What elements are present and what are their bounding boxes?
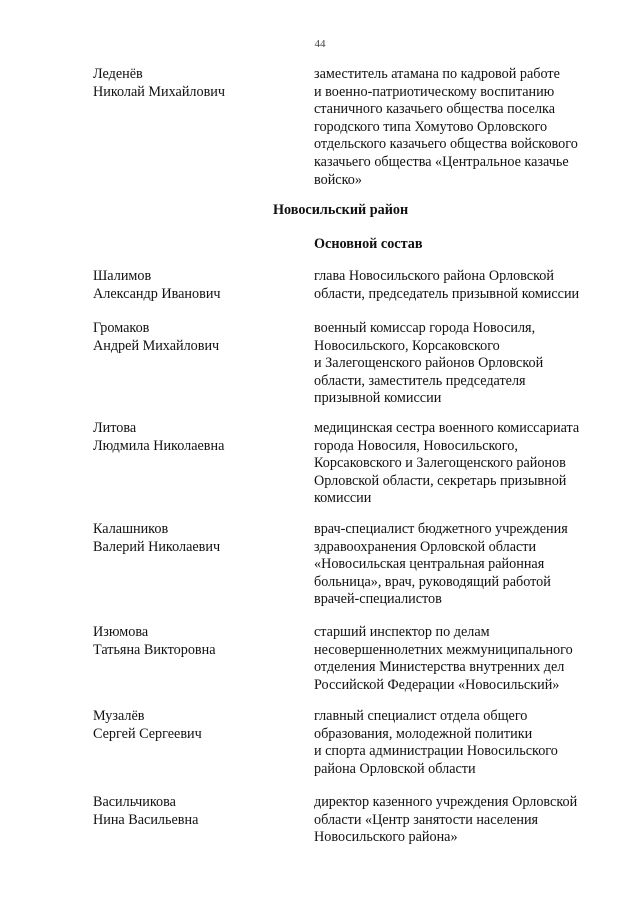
member-given-names: Людмила Николаевна bbox=[93, 437, 225, 454]
member-name bbox=[93, 521, 303, 556]
role-line: городского типа Хомутово Орловского bbox=[314, 118, 548, 135]
role-line: Орловской области, секретарь призывной bbox=[314, 472, 567, 489]
member-surname: Громаков bbox=[93, 320, 150, 336]
role-line: больница», врач, руководящий работой bbox=[314, 573, 551, 590]
role-line: и Залегощенского районов Орловской bbox=[314, 355, 544, 372]
role-line: отделения Министерства внутренних дел bbox=[314, 659, 565, 676]
role-line: Новосильского района» bbox=[314, 829, 458, 846]
role-line: главный специалист отдела общего bbox=[314, 708, 528, 724]
role-line: станичного казачьего общества поселка bbox=[314, 101, 555, 118]
role-line: образования, молодежной политики bbox=[314, 725, 533, 742]
role-line: директор казенного учреждения Орловской bbox=[314, 794, 578, 810]
role-line: района Орловской области bbox=[314, 760, 476, 777]
member-role bbox=[314, 624, 614, 694]
member-role bbox=[314, 521, 614, 609]
member-role bbox=[314, 268, 614, 303]
member-name bbox=[93, 624, 303, 659]
member-given-names: Сергей Сергеевич bbox=[93, 725, 202, 742]
member-surname: Литова bbox=[93, 420, 137, 436]
member-surname: Музалёв bbox=[93, 708, 145, 724]
member-surname: Леденёв bbox=[93, 66, 143, 82]
member-role bbox=[314, 794, 614, 847]
role-line: врач-специалист бюджетного учреждения bbox=[314, 521, 568, 537]
role-line: и спорта администрации Новосильского bbox=[314, 743, 558, 760]
role-line: «Новосильская центральная районная bbox=[314, 556, 545, 573]
role-line: военный комиссар города Новосиля, bbox=[314, 320, 536, 336]
member-given-names: Андрей Михайлович bbox=[93, 337, 220, 354]
role-line: призывной комиссии bbox=[314, 390, 442, 407]
role-line: города Новосиля, Новосильского, bbox=[314, 437, 518, 454]
member-role bbox=[314, 708, 614, 778]
member-given-names: Нина Васильевна bbox=[93, 811, 199, 828]
role-line: области, председатель призывной комиссии bbox=[314, 285, 580, 302]
member-given-names: Александр Иванович bbox=[93, 285, 221, 302]
role-line: медицинская сестра военного комиссариата bbox=[314, 420, 580, 436]
member-surname: Калашников bbox=[93, 521, 169, 537]
member-surname: Шалимов bbox=[93, 268, 152, 284]
member-name bbox=[93, 794, 303, 829]
member-name bbox=[93, 320, 303, 355]
role-line: Новосильского, Корсаковского bbox=[314, 337, 500, 354]
role-line: глава Новосильского района Орловской bbox=[314, 268, 554, 284]
role-line: врачей-специалистов bbox=[314, 591, 442, 608]
role-line: области «Центр занятости населения bbox=[314, 811, 539, 828]
role-line: области, заместитель председателя bbox=[314, 372, 526, 389]
member-given-names: Татьяна Викторовна bbox=[93, 641, 216, 658]
role-line: здравоохранения Орловской области bbox=[314, 538, 537, 555]
role-line: несовершеннолетних межмуниципального bbox=[314, 641, 573, 658]
role-line: казачьего общества «Центральное казачье bbox=[314, 153, 569, 170]
role-line: старший инспектор по делам bbox=[314, 624, 490, 640]
member-role bbox=[314, 420, 614, 508]
role-line: комиссии bbox=[314, 490, 372, 507]
page-number: 44 bbox=[314, 38, 326, 50]
member-given-names: Валерий Николаевич bbox=[93, 538, 221, 555]
role-line: Корсаковского и Залегощенского районов bbox=[314, 455, 566, 472]
district-heading: Новосильский район bbox=[273, 202, 409, 218]
member-role bbox=[314, 320, 614, 408]
role-line: заместитель атамана по кадровой работе bbox=[314, 66, 560, 82]
member-name bbox=[93, 66, 303, 101]
member-given-names: Николай Михайлович bbox=[93, 83, 226, 100]
role-line: отдельского казачьего общества войскового bbox=[314, 136, 578, 153]
role-line: войско» bbox=[314, 171, 362, 188]
role-line: Российской Федерации «Новосильский» bbox=[314, 676, 560, 693]
member-name bbox=[93, 268, 303, 303]
member-name bbox=[93, 420, 303, 455]
member-surname: Васильчикова bbox=[93, 794, 176, 810]
role-line: и военно-патриотическому воспитанию bbox=[314, 83, 555, 100]
member-role bbox=[314, 66, 614, 189]
composition-heading: Основной состав bbox=[314, 236, 423, 252]
member-surname: Изюмова bbox=[93, 624, 149, 640]
member-name bbox=[93, 708, 303, 743]
